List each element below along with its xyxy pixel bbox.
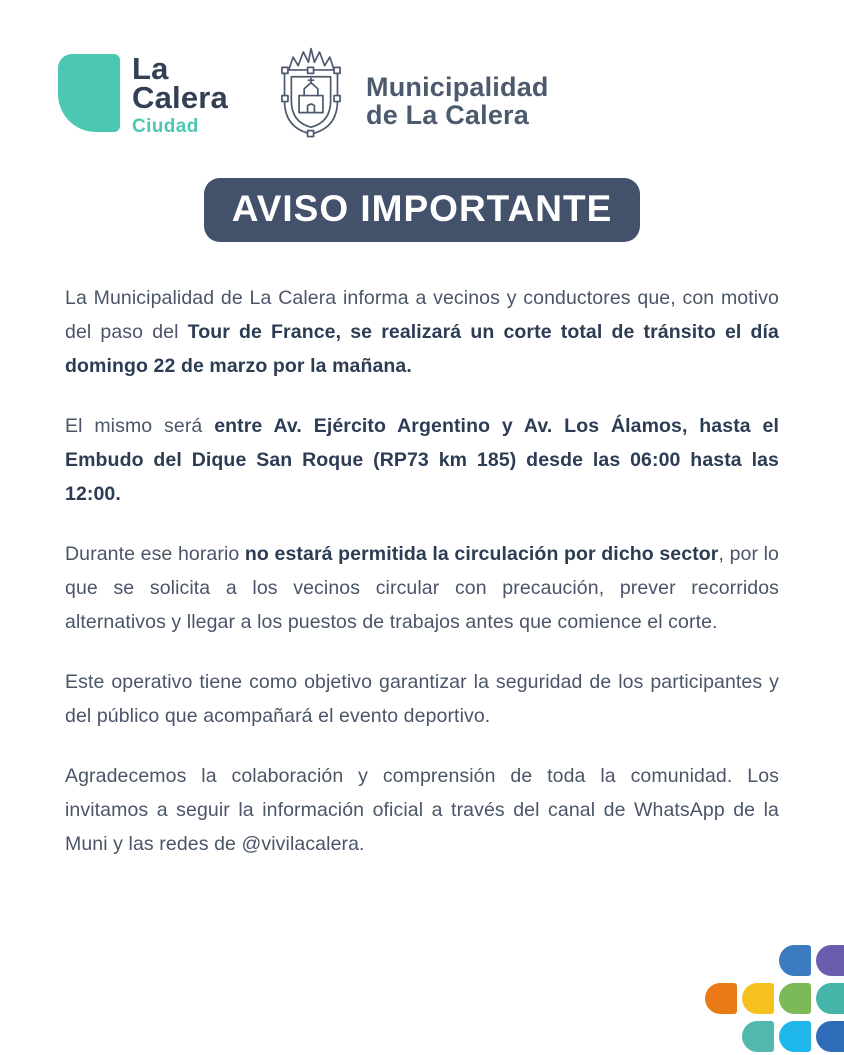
municipality-line2: de La Calera bbox=[366, 100, 529, 130]
municipality-wordmark bbox=[366, 73, 549, 129]
text-segment: Durante ese horario bbox=[65, 543, 245, 565]
text-segment: El mismo será bbox=[65, 415, 215, 437]
paragraph bbox=[65, 281, 779, 383]
paragraph bbox=[65, 409, 779, 511]
banner bbox=[204, 178, 641, 242]
text-segment-bold: no estará permitida la circulación por dicho sector bbox=[244, 543, 719, 565]
mosaic-tile bbox=[816, 1021, 844, 1052]
text-segment: , por lo que se solicita a los vecinos circular con precaución, prever recorridos alternativos y llegar a los puestos de trabajos antes que comience el corte. bbox=[65, 543, 779, 633]
header bbox=[0, 0, 844, 144]
city-logo-line2: Calera bbox=[132, 80, 228, 115]
mosaic-tile bbox=[816, 945, 844, 976]
mosaic-tile bbox=[705, 983, 737, 1014]
mosaic-tile bbox=[816, 983, 844, 1014]
text-segment: Agradecemos la colaboración y comprensión de toda la comunidad. Los invitamos a seguir la información oficial a través del canal de WhatsApp de la Muni y las redes de @vivilacalera. bbox=[65, 765, 779, 855]
mosaic-decoration bbox=[705, 945, 844, 1052]
city-logo-text bbox=[132, 48, 228, 138]
mosaic-tile bbox=[742, 1021, 774, 1052]
text-segment: La Municipalidad de La Calera informa a vecinos y conductores que, con motivo del paso del bbox=[65, 287, 779, 343]
body-text bbox=[65, 281, 779, 861]
city-logo-line1: La bbox=[132, 51, 169, 86]
mosaic-tile bbox=[779, 1021, 811, 1052]
city-logo bbox=[58, 48, 228, 138]
paragraph bbox=[65, 537, 779, 639]
banner-title: AVISO IMPORTANTE bbox=[231, 188, 613, 229]
city-logo-mark-icon bbox=[58, 54, 120, 132]
mosaic-tile bbox=[779, 983, 811, 1014]
municipality-logo bbox=[270, 42, 549, 144]
paragraph bbox=[65, 759, 779, 861]
mosaic-tile bbox=[779, 945, 811, 976]
municipality-line1: Municipalidad bbox=[366, 72, 549, 102]
banner-row bbox=[0, 178, 844, 242]
text-segment-bold: Tour de France, se realizará un corte total de tránsito el día domingo 22 de marzo por la mañana. bbox=[65, 321, 779, 377]
text-segment: Este operativo tiene como objetivo garantizar la seguridad de los participantes y del público que acompañará el evento deportivo. bbox=[65, 671, 779, 727]
text-segment-bold: entre Av. Ejército Argentino y Av. Los Álamos, hasta el Embudo del Dique San Roque (RP73 km 185) desde las 06:00 hasta las 12:00. bbox=[65, 415, 779, 505]
paragraph bbox=[65, 665, 779, 733]
city-logo-tagline: Ciudad bbox=[132, 116, 199, 137]
municipal-crest-icon bbox=[270, 42, 352, 144]
mosaic-tile bbox=[742, 983, 774, 1014]
